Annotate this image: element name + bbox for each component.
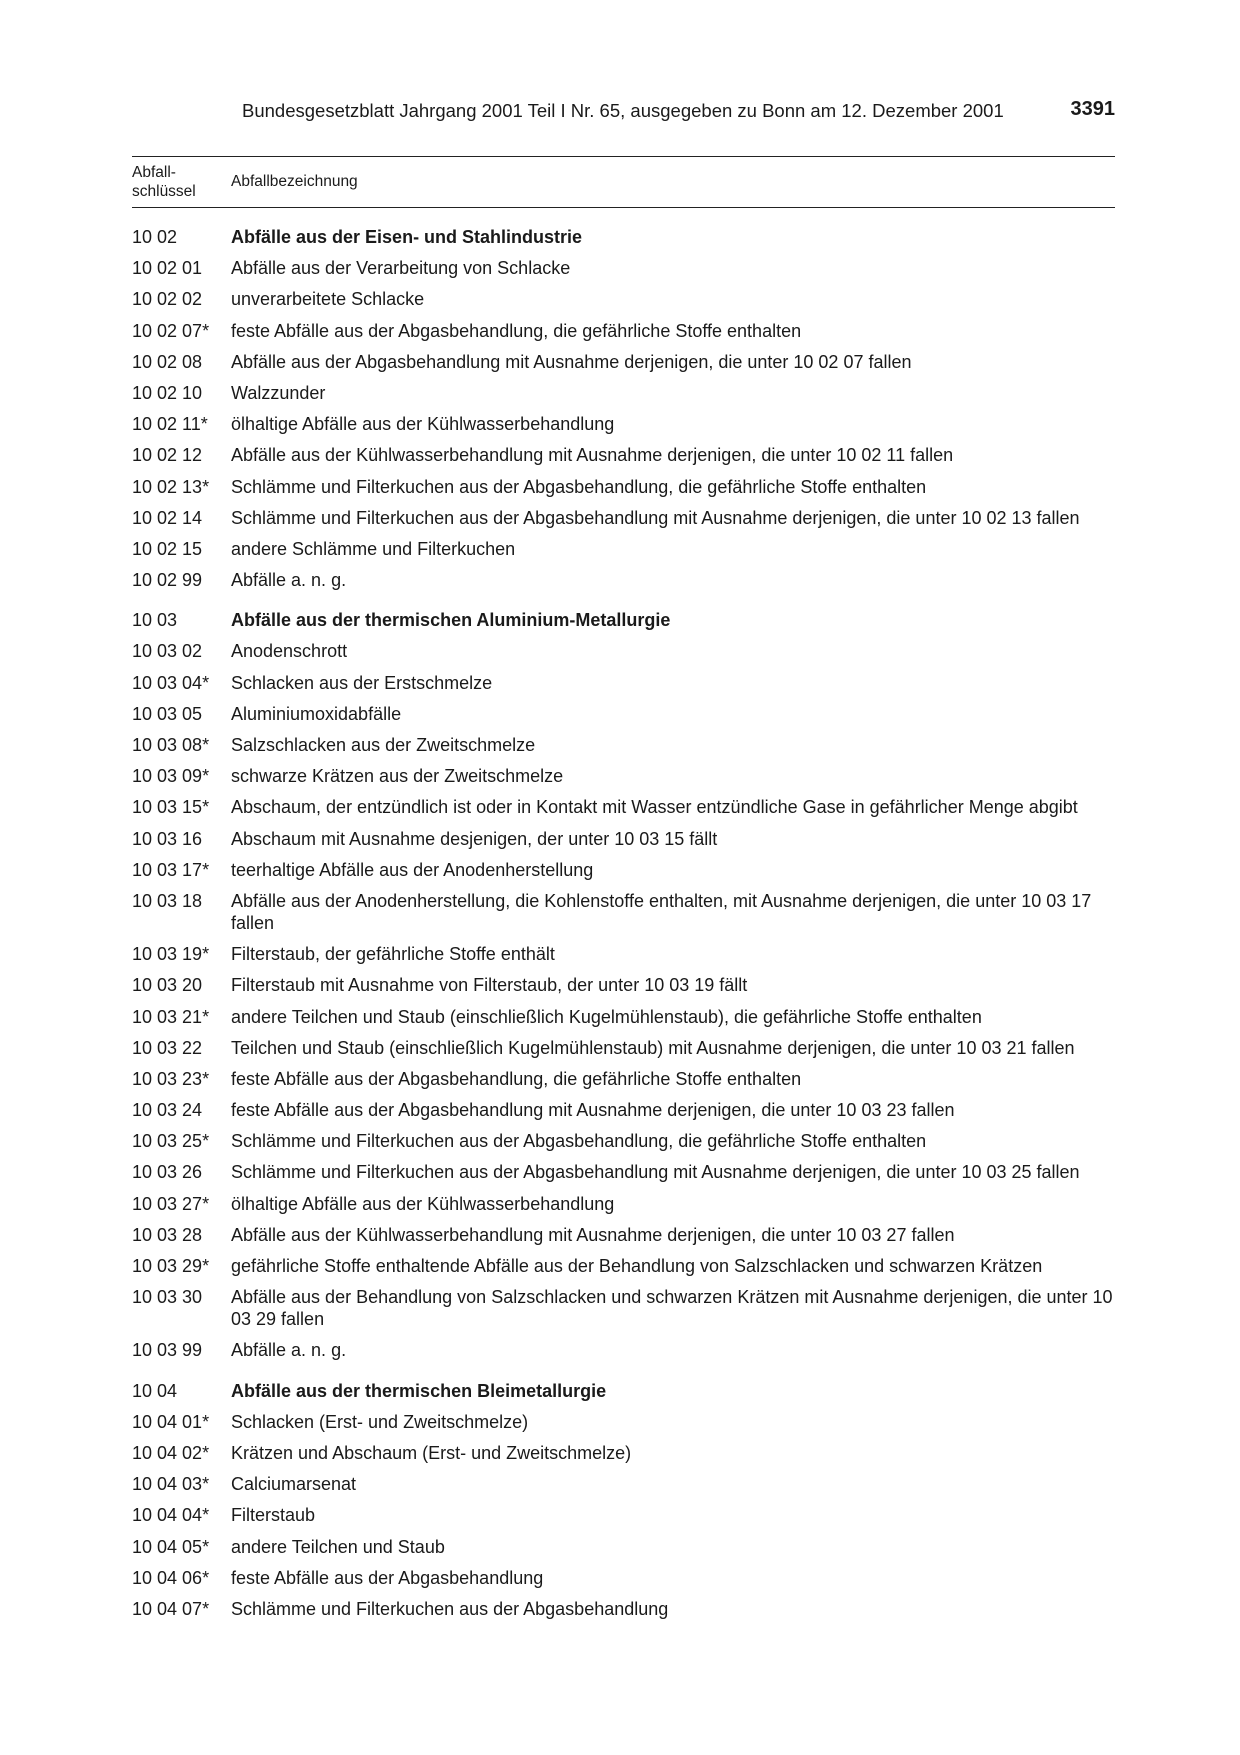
waste-description: Abfälle aus der Anodenherstellung, die Kohlenstoffe enthalten, mit Ausnahme derjenigen, die unter 10 03 17 fallen	[231, 890, 1092, 933]
waste-code: 10 02 01	[132, 258, 203, 279]
waste-code: 10 03 05	[132, 703, 203, 724]
waste-code: 10 03 27*	[132, 1193, 210, 1214]
waste-description: Krätzen und Abschaum (Erst- und Zweitschmelze)	[231, 1442, 632, 1463]
waste-code: 10 02 14	[132, 507, 203, 528]
table-row	[132, 413, 1115, 444]
table-row	[132, 444, 1115, 475]
waste-code: 10 04 06*	[132, 1567, 210, 1588]
waste-code: 10 02 13*	[132, 476, 210, 497]
waste-description: feste Abfälle aus der Abgasbehandlung	[231, 1567, 544, 1588]
waste-description: unverarbeitete Schlacke	[231, 289, 425, 310]
waste-code: 10 02 07*	[132, 320, 210, 341]
waste-description: teerhaltige Abfälle aus der Anodenherstellung	[231, 859, 594, 880]
waste-description: ölhaltige Abfälle aus der Kühlwasserbehandlung	[231, 414, 615, 435]
waste-code: 10 03 18	[132, 890, 203, 911]
column-header-code: Abfall- schlüssel	[132, 164, 196, 200]
table-row	[132, 828, 1115, 859]
table-row	[132, 1473, 1115, 1504]
table-group-heading	[132, 609, 1115, 640]
waste-description: Abfälle aus der Verarbeitung von Schlacke	[231, 258, 571, 279]
column-header-description: Abfallbezeichnung	[231, 173, 358, 190]
waste-description: Filterstaub mit Ausnahme von Filterstaub, der unter 10 03 19 fällt	[231, 975, 748, 996]
waste-code: 10 02 99	[132, 570, 203, 591]
waste-description: Schlämme und Filterkuchen aus der Abgasbehandlung mit Ausnahme derjenigen, die unter 10 02 13 fallen	[231, 507, 1080, 528]
table-row	[132, 320, 1115, 351]
waste-description: andere Schlämme und Filterkuchen	[231, 538, 516, 559]
table-row	[132, 538, 1115, 569]
waste-description: Schlämme und Filterkuchen aus der Abgasbehandlung, die gefährliche Stoffe enthalten	[231, 1131, 927, 1152]
waste-description: Abfälle aus der Eisen- und Stahlindustrie	[231, 227, 583, 247]
waste-code: 10 04 05*	[132, 1536, 210, 1557]
waste-description: andere Teilchen und Staub	[231, 1536, 445, 1557]
table-group-heading	[132, 226, 1115, 257]
waste-description: Abfälle a. n. g.	[231, 570, 347, 591]
waste-code: 10 02 10	[132, 382, 203, 403]
table-row	[132, 1411, 1115, 1442]
waste-code: 10 03 09*	[132, 766, 210, 787]
waste-description: ölhaltige Abfälle aus der Kühlwasserbehandlung	[231, 1193, 615, 1214]
table-row	[132, 703, 1115, 734]
waste-code: 10 02 12	[132, 445, 203, 466]
waste-code: 10 03 16	[132, 828, 203, 849]
waste-description: Schlämme und Filterkuchen aus der Abgasbehandlung, die gefährliche Stoffe enthalten	[231, 476, 927, 497]
table-row	[132, 1193, 1115, 1224]
table-row	[132, 288, 1115, 319]
table-row	[132, 476, 1115, 507]
waste-description: Walzzunder	[231, 382, 326, 403]
table-row	[132, 672, 1115, 703]
table-row	[132, 1224, 1115, 1255]
waste-code: 10 03 20	[132, 975, 203, 996]
page-number: 3391	[1070, 98, 1115, 120]
waste-code: 10 03 19*	[132, 944, 210, 965]
waste-code: 10 04	[132, 1380, 178, 1401]
table-row	[132, 765, 1115, 796]
waste-description: Salzschlacken aus der Zweitschmelze	[231, 735, 536, 755]
waste-description: Abfälle aus der Kühlwasserbehandlung mit Ausnahme derjenigen, die unter 10 02 11 fallen	[231, 445, 954, 466]
table-row	[132, 1286, 1115, 1339]
table-row	[132, 943, 1115, 974]
waste-code: 10 03 30	[132, 1287, 203, 1308]
waste-code: 10 03 17*	[132, 859, 210, 880]
table-row	[132, 796, 1115, 827]
waste-description: feste Abfälle aus der Abgasbehandlung, die gefährliche Stoffe enthalten	[231, 320, 802, 341]
waste-code: 10 03 22	[132, 1037, 203, 1058]
gazette-title: Bundesgesetzblatt Jahrgang 2001 Teil I Nr. 65, ausgegeben zu Bonn am 12. Dezember 2001	[242, 100, 1004, 121]
table-row	[132, 1161, 1115, 1192]
waste-description: Abschaum mit Ausnahme desjenigen, der unter 10 03 15 fällt	[231, 828, 718, 849]
table-row	[132, 859, 1115, 890]
waste-code: 10 03 04*	[132, 672, 210, 693]
table-row	[132, 640, 1115, 671]
table-row	[132, 1255, 1115, 1286]
table-row	[132, 1567, 1115, 1598]
table-row	[132, 382, 1115, 413]
waste-code: 10 03	[132, 610, 178, 631]
waste-code: 10 02 02	[132, 289, 203, 310]
waste-code: 10 03 24	[132, 1100, 203, 1121]
waste-code: 10 02 15	[132, 538, 203, 559]
waste-code: 10 03 15*	[132, 797, 210, 818]
waste-description: andere Teilchen und Staub (einschließlich Kugelmühlenstaub), die gefährliche Stoffe enthalten	[231, 1006, 982, 1027]
table-row	[132, 1006, 1115, 1037]
waste-description: Abfälle aus der Abgasbehandlung mit Ausnahme derjenigen, die unter 10 02 07 fallen	[231, 351, 912, 372]
table-row	[132, 1339, 1115, 1370]
waste-description: Filterstaub, der gefährliche Stoffe enthält	[231, 944, 555, 965]
waste-description: Teilchen und Staub (einschließlich Kugelmühlenstaub) mit Ausnahme derjenigen, die unter 10 03 21 fallen	[231, 1037, 1075, 1058]
waste-description: Calciumarsenat	[231, 1474, 357, 1495]
table-row	[132, 890, 1115, 943]
waste-description: Filterstaub	[231, 1505, 316, 1526]
waste-code: 10 02 11*	[132, 414, 208, 435]
waste-description: gefährliche Stoffe enthaltende Abfälle aus der Behandlung von Salzschlacken und schwarzen Krätzen	[231, 1256, 1043, 1276]
table-row	[132, 1504, 1115, 1535]
table-row	[132, 1099, 1115, 1130]
waste-code: 10 02	[132, 227, 178, 247]
waste-description: Anodenschrott	[231, 641, 348, 662]
table-body	[132, 226, 1115, 1629]
waste-description: Abfälle aus der thermischen Bleimetallurgie	[231, 1380, 607, 1401]
waste-description: schwarze Krätzen aus der Zweitschmelze	[231, 766, 564, 787]
waste-code: 10 03 23*	[132, 1068, 210, 1089]
waste-description: feste Abfälle aus der Abgasbehandlung mit Ausnahme derjenigen, die unter 10 03 23 fallen	[231, 1100, 955, 1121]
table-row	[132, 1442, 1115, 1473]
waste-code: 10 04 01*	[132, 1411, 210, 1432]
waste-code: 10 04 03*	[132, 1474, 210, 1495]
waste-description: feste Abfälle aus der Abgasbehandlung, die gefährliche Stoffe enthalten	[231, 1068, 802, 1089]
waste-description: Schlämme und Filterkuchen aus der Abgasbehandlung	[231, 1598, 669, 1619]
waste-code: 10 03 25*	[132, 1131, 210, 1152]
waste-code: 10 03 26	[132, 1162, 203, 1183]
table-row	[132, 507, 1115, 538]
waste-code: 10 03 08*	[132, 735, 210, 755]
table-row	[132, 1130, 1115, 1161]
table-row	[132, 1068, 1115, 1099]
waste-code: 10 04 07*	[132, 1598, 210, 1619]
waste-description: Abfälle aus der thermischen Aluminium-Metallurgie	[231, 610, 671, 631]
running-head	[132, 98, 1115, 126]
waste-description: Schlacken (Erst- und Zweitschmelze)	[231, 1411, 529, 1432]
table-row	[132, 734, 1115, 765]
waste-code: 10 02 08	[132, 351, 203, 372]
table-row	[132, 974, 1115, 1005]
waste-code: 10 04 04*	[132, 1505, 210, 1526]
waste-code: 10 04 02*	[132, 1442, 210, 1463]
waste-code: 10 03 28	[132, 1224, 203, 1245]
table-row	[132, 351, 1115, 382]
table-header	[132, 156, 1115, 208]
waste-description: Schlacken aus der Erstschmelze	[231, 672, 493, 693]
table-row	[132, 257, 1115, 288]
waste-code: 10 03 02	[132, 641, 203, 662]
table-row	[132, 1037, 1115, 1068]
table-row	[132, 1536, 1115, 1567]
waste-code-table	[132, 156, 1115, 1629]
waste-code: 10 03 29*	[132, 1256, 210, 1276]
waste-code: 10 03 21*	[132, 1006, 210, 1027]
waste-code: 10 03 99	[132, 1340, 203, 1361]
waste-description: Abschaum, der entzündlich ist oder in Kontakt mit Wasser entzündliche Gase in gefährlicher Menge abgibt	[231, 797, 1078, 818]
waste-description: Schlämme und Filterkuchen aus der Abgasbehandlung mit Ausnahme derjenigen, die unter 10 03 25 fallen	[231, 1162, 1080, 1183]
waste-description: Abfälle a. n. g.	[231, 1340, 347, 1361]
table-row	[132, 569, 1115, 600]
waste-description: Abfälle aus der Behandlung von Salzschlacken und schwarzen Krätzen mit Ausnahme derjenigen, die unter 10 03 29 fallen	[231, 1287, 1113, 1330]
table-row	[132, 1598, 1115, 1629]
waste-description: Abfälle aus der Kühlwasserbehandlung mit Ausnahme derjenigen, die unter 10 03 27 fallen	[231, 1224, 955, 1245]
table-group-heading	[132, 1380, 1115, 1411]
waste-description: Aluminiumoxidabfälle	[231, 703, 402, 724]
